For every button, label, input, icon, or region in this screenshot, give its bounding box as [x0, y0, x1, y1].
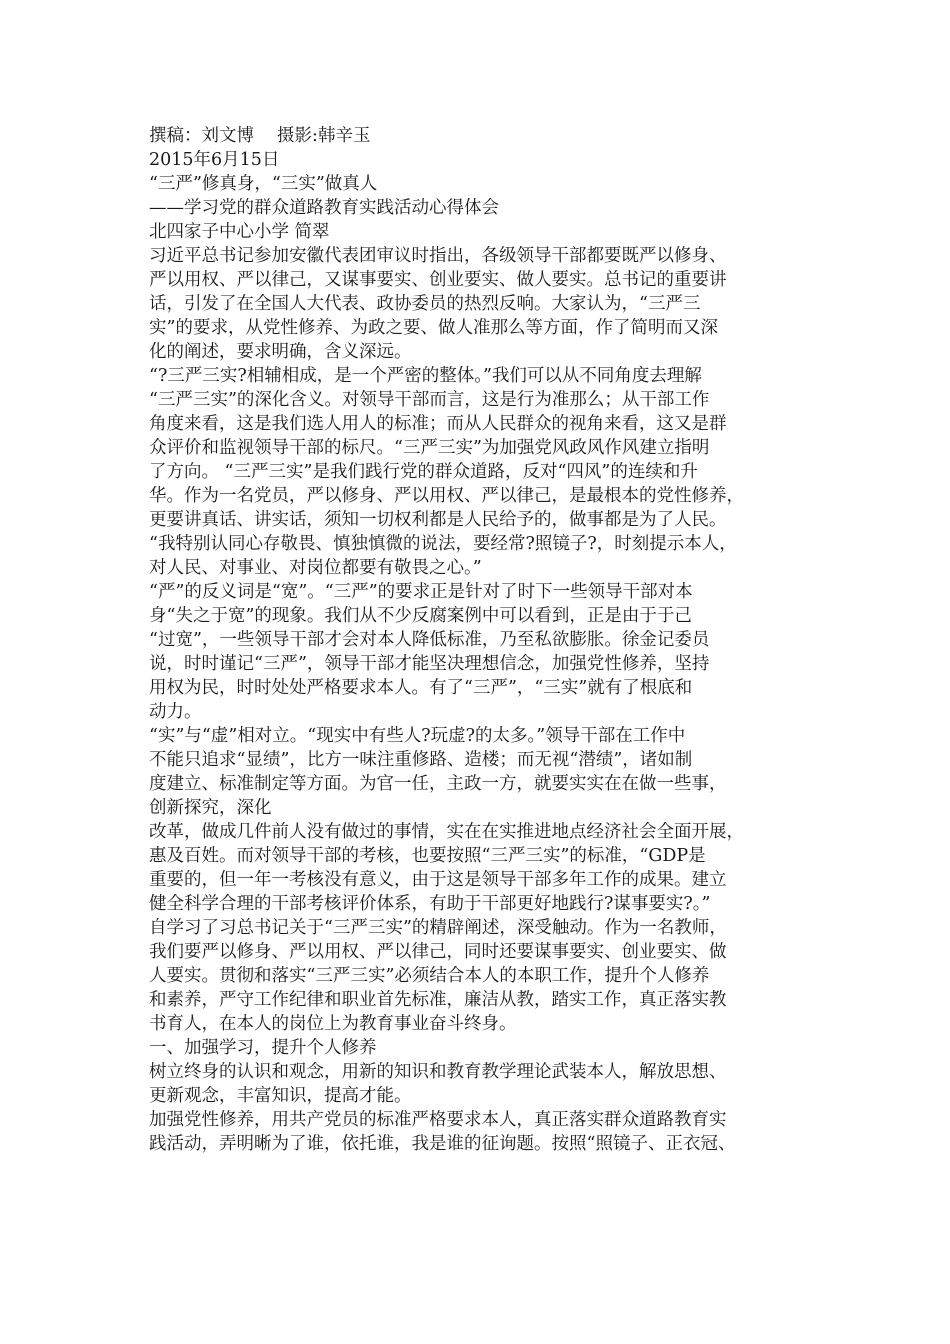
body-line: “三严三实”的深化含义。对领导干部而言，这是行为准那么；从干部工作	[149, 390, 710, 410]
article-title: “三严”修真身，“三实”做真人	[149, 174, 378, 194]
body-line: 更要讲真话、讲实话，须知一切权利都是人民给予的，做事都是为了人民。	[149, 510, 727, 530]
body-line: 说，时时谨记“三严”，领导干部才能坚决理想信念，加强党性修养，坚持	[149, 654, 710, 674]
body-line: 身“失之于宽”的现象。我们从不少反腐案例中可以看到，正是由于于己	[149, 606, 692, 626]
body-line: 重要的，但一年一考核没有意义，由于这是领导干部多年工作的成果。建立	[149, 870, 727, 890]
article-subtitle: ——学习党的群众道路教育实践活动心得体会	[149, 198, 499, 218]
body-line: “过宽”，一些领导干部才会对本人降低标准，乃至私欲膨胀。徐金记委员	[149, 630, 710, 650]
body-line: 严以用权、严以律己，又谋事要实、创业要实、做人要实。总书记的重要讲	[149, 270, 727, 290]
body-line: 健全科学合理的干部考核评价体系，有助于干部更好地践行?谋事要实?。”	[149, 894, 711, 914]
body-line: 度建立、标准制定等方面。为官一任，主政一方，就要实实在在做一些事，	[149, 774, 727, 794]
body-line: 人要实。贯彻和落实“三严三实”必须结合本人的本职工作，提升个人修养	[149, 966, 710, 986]
body-line: “实”与“虚”相对立。“现实中有些人?玩虚?的太多。”领导干部在工作中	[149, 726, 686, 746]
body-line: 对人民、对事业、对岗位都要有敬畏之心。”	[149, 558, 482, 578]
body-line: 化的阐述，要求明确，含义深远。	[149, 342, 412, 362]
body-line: 更新观念，丰富知识，提高才能。	[149, 1086, 412, 1106]
body-line: “严”的反义词是“宽”。“三严”的要求正是针对了时下一些领导干部对本	[149, 582, 693, 602]
body-line: 华。作为一名党员，严以修身、严以用权、严以律己，是最根本的党性修养，	[149, 486, 744, 506]
body-line: “我特别认同心存敬畏、慎独慎微的说法，要经常?照镜子?，时刻提示本人，	[149, 534, 737, 554]
byline: 撰稿：刘文博 摄影:韩辛玉	[149, 126, 371, 146]
body-line: 实”的要求，从党性修养、为政之要、做人准那么等方面，作了简明而又深	[149, 318, 718, 338]
body-line: 用权为民，时时处处严格要求本人。有了“三严”，“三实”就有了根底和	[149, 678, 693, 698]
date: 2015年6月15日	[149, 150, 280, 170]
body-line: 众评价和监视领导干部的标尺。“三严三实”为加强党风政风作风建立指明	[149, 438, 710, 458]
body-line: 改革，做成几件前人没有做过的事情，实在在实推进地点经济社会全面开展，	[149, 822, 744, 842]
body-line: 自学习了习总书记关于“三严三实”的精辟阐述，深受触动。作为一名教师，	[149, 918, 727, 938]
body-line: 和素养，严守工作纪律和职业首先标准，廉洁从教，踏实工作，真正落实教	[149, 990, 727, 1010]
body-line: 书育人，在本人的岗位上为教育事业奋斗终身。	[149, 1014, 517, 1034]
body-line: 树立终身的认识和观念，用新的知识和教育教学理论武装本人，解放思想、	[149, 1062, 727, 1082]
author: 北四家子中心小学 简翠	[149, 222, 330, 242]
body-line: 创新探究，深化	[149, 798, 272, 818]
body-line: 不能只追求“显绩”，比方一味注重修路、造楼；而无视“潜绩”，诸如制	[149, 750, 693, 770]
document-page	[149, 124, 799, 1156]
body-line: 了方向。 “三严三实”是我们践行党的群众道路，反对“四风”的连续和升	[149, 462, 698, 482]
body-line: “?三严三实?相辅相成，是一个严密的整体。”我们可以从不同角度去理解	[149, 366, 702, 386]
body-line: 惠及百姓。而对领导干部的考核，也要按照“三严三实”的标准，“GDP是	[149, 846, 706, 866]
body-line: 加强党性修养，用共产党员的标准严格要求本人，真正落实群众道路教育实	[149, 1110, 727, 1130]
body-line: 习近平总书记参加安徽代表团审议时指出，各级领导干部都要既严以修身、	[149, 246, 727, 266]
body-line: 践活动，弄明晰为了谁，依托谁，我是谁的征询题。按照“照镜子、正衣冠、	[149, 1134, 736, 1154]
body-line: 我们要严以修身、严以用权、严以律己，同时还要谋事要实、创业要实、做	[149, 942, 727, 962]
section-heading: 一、加强学习，提升个人修养	[149, 1038, 377, 1058]
body-line: 动力。	[149, 702, 202, 722]
body-line: 话，引发了在全国人大代表、政协委员的热烈反响。大家认为，“三严三	[149, 294, 701, 314]
body-line: 角度来看，这是我们选人用人的标准；而从人民群众的视角来看，这又是群	[149, 414, 727, 434]
